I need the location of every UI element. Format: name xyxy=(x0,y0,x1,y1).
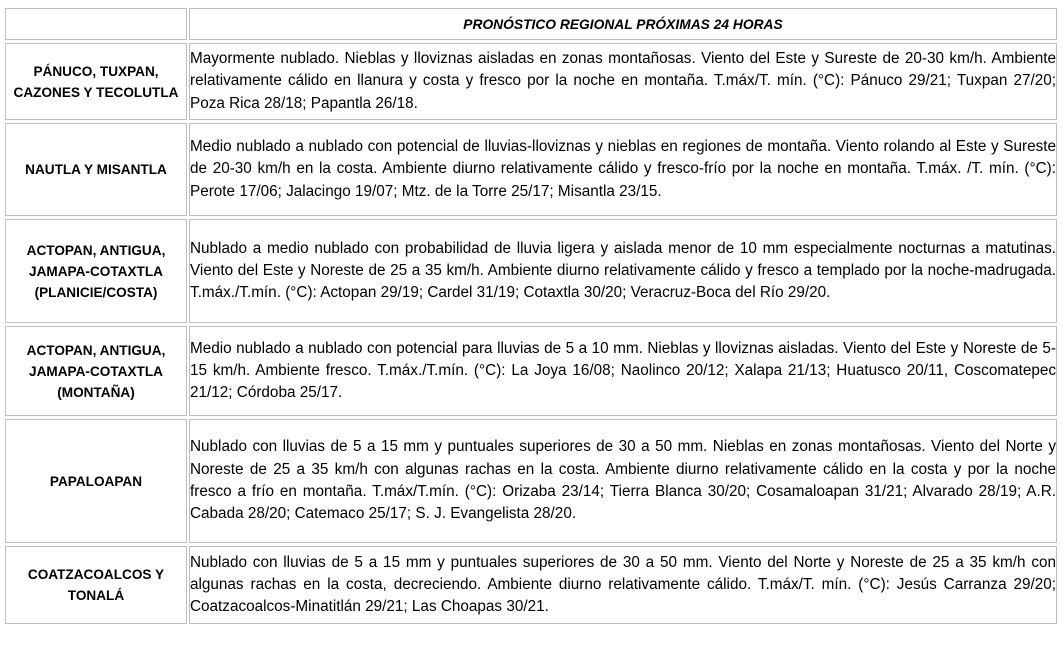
table-title: PRONÓSTICO REGIONAL PRÓXIMAS 24 HORAS xyxy=(189,8,1057,40)
region-name: PÁNUCO, TUXPAN, CAZONES Y TECOLUTLA xyxy=(5,43,187,120)
table-row xyxy=(5,546,1057,624)
table-row xyxy=(5,123,1057,216)
region-name: PAPALOAPAN xyxy=(5,419,187,543)
forecast-text: Nublado con lluvias de 5 a 15 mm y puntuales superiores de 30 a 50 mm. Viento del Norte y Noreste de 25 a 35 km/h con algunas rachas en la costa, decreciendo. Ambiente diurno relativamente cálido. T.máx/T. mín. (°C): Jesús Carranza 29/20; Coatzacoalcos-Minatitlán 29/21; Las Choapas 30/21. xyxy=(189,546,1057,624)
table-header-row xyxy=(5,8,1057,40)
region-name: NAUTLA Y MISANTLA xyxy=(5,123,187,216)
table-row xyxy=(5,326,1057,416)
table-row xyxy=(5,219,1057,323)
regional-forecast-table xyxy=(3,5,1059,627)
header-empty-cell xyxy=(5,8,187,40)
table-row xyxy=(5,419,1057,543)
forecast-text: Nublado con lluvias de 5 a 15 mm y puntuales superiores de 30 a 50 mm. Nieblas en zonas montañosas. Viento del Norte y Noreste de 25 a 35 km/h con algunas rachas en la costa. Ambiente diurno relativamente cálido en la costa y por la noche fresco a frío en montaña. T.máx/T.mín. (°C): Orizaba 23/14; Tierra Blanca 30/20; Cosamaloapan 31/21; Alvarado 28/19; A.R. Cabada 28/20; Catemaco 25/17; S. J. Evangelista 28/20. xyxy=(189,419,1057,543)
table-row xyxy=(5,43,1057,120)
region-name: ACTOPAN, ANTIGUA, JAMAPA-COTAXTLA (PLANICIE/COSTA) xyxy=(5,219,187,323)
forecast-text: Medio nublado a nublado con potencial de lluvias-lloviznas y nieblas en regiones de montaña. Viento rolando al Este y Sureste de 20-30 km/h en la costa. Ambiente diurno relativamente cálido y fresco-frío por la noche en montaña. T.máx. /T. mín. (°C): Perote 17/06; Jalacingo 19/07; Mtz. de la Torre 25/17; Misantla 23/15. xyxy=(189,123,1057,216)
forecast-text: Medio nublado a nublado con potencial para lluvias de 5 a 10 mm. Nieblas y lloviznas aisladas. Viento del Este y Noreste de 5-15 km/h. Ambiente fresco. T.máx./T.mín. (°C): La Joya 16/08; Naolinco 20/12; Xalapa 21/13; Huatusco 20/11, Coscomatepec 21/12; Córdoba 25/17. xyxy=(189,326,1057,416)
forecast-text: Nublado a medio nublado con probabilidad de lluvia ligera y aislada menor de 10 mm especialmente nocturnas a matutinas. Viento del Este y Noreste de 25 a 35 km/h. Ambiente diurno relativamente cálido y fresco a templado por la noche-madrugada. T.máx./T.mín. (°C): Actopan 29/19; Cardel 31/19; Cotaxtla 30/20; Veracruz-Boca del Río 29/20. xyxy=(189,219,1057,323)
region-name: ACTOPAN, ANTIGUA, JAMAPA-COTAXTLA (MONTAÑA) xyxy=(5,326,187,416)
forecast-text: Mayormente nublado. Nieblas y lloviznas aisladas en zonas montañosas. Viento del Este y Sureste de 20-30 km/h. Ambiente relativamente cálido en llanura y costa y fresco por la noche en montaña. T.máx/T. mín. (°C): Pánuco 29/21; Tuxpan 27/20; Poza Rica 28/18; Papantla 26/18. xyxy=(189,43,1057,120)
region-name: COATZACOALCOS Y TONALÁ xyxy=(5,546,187,624)
